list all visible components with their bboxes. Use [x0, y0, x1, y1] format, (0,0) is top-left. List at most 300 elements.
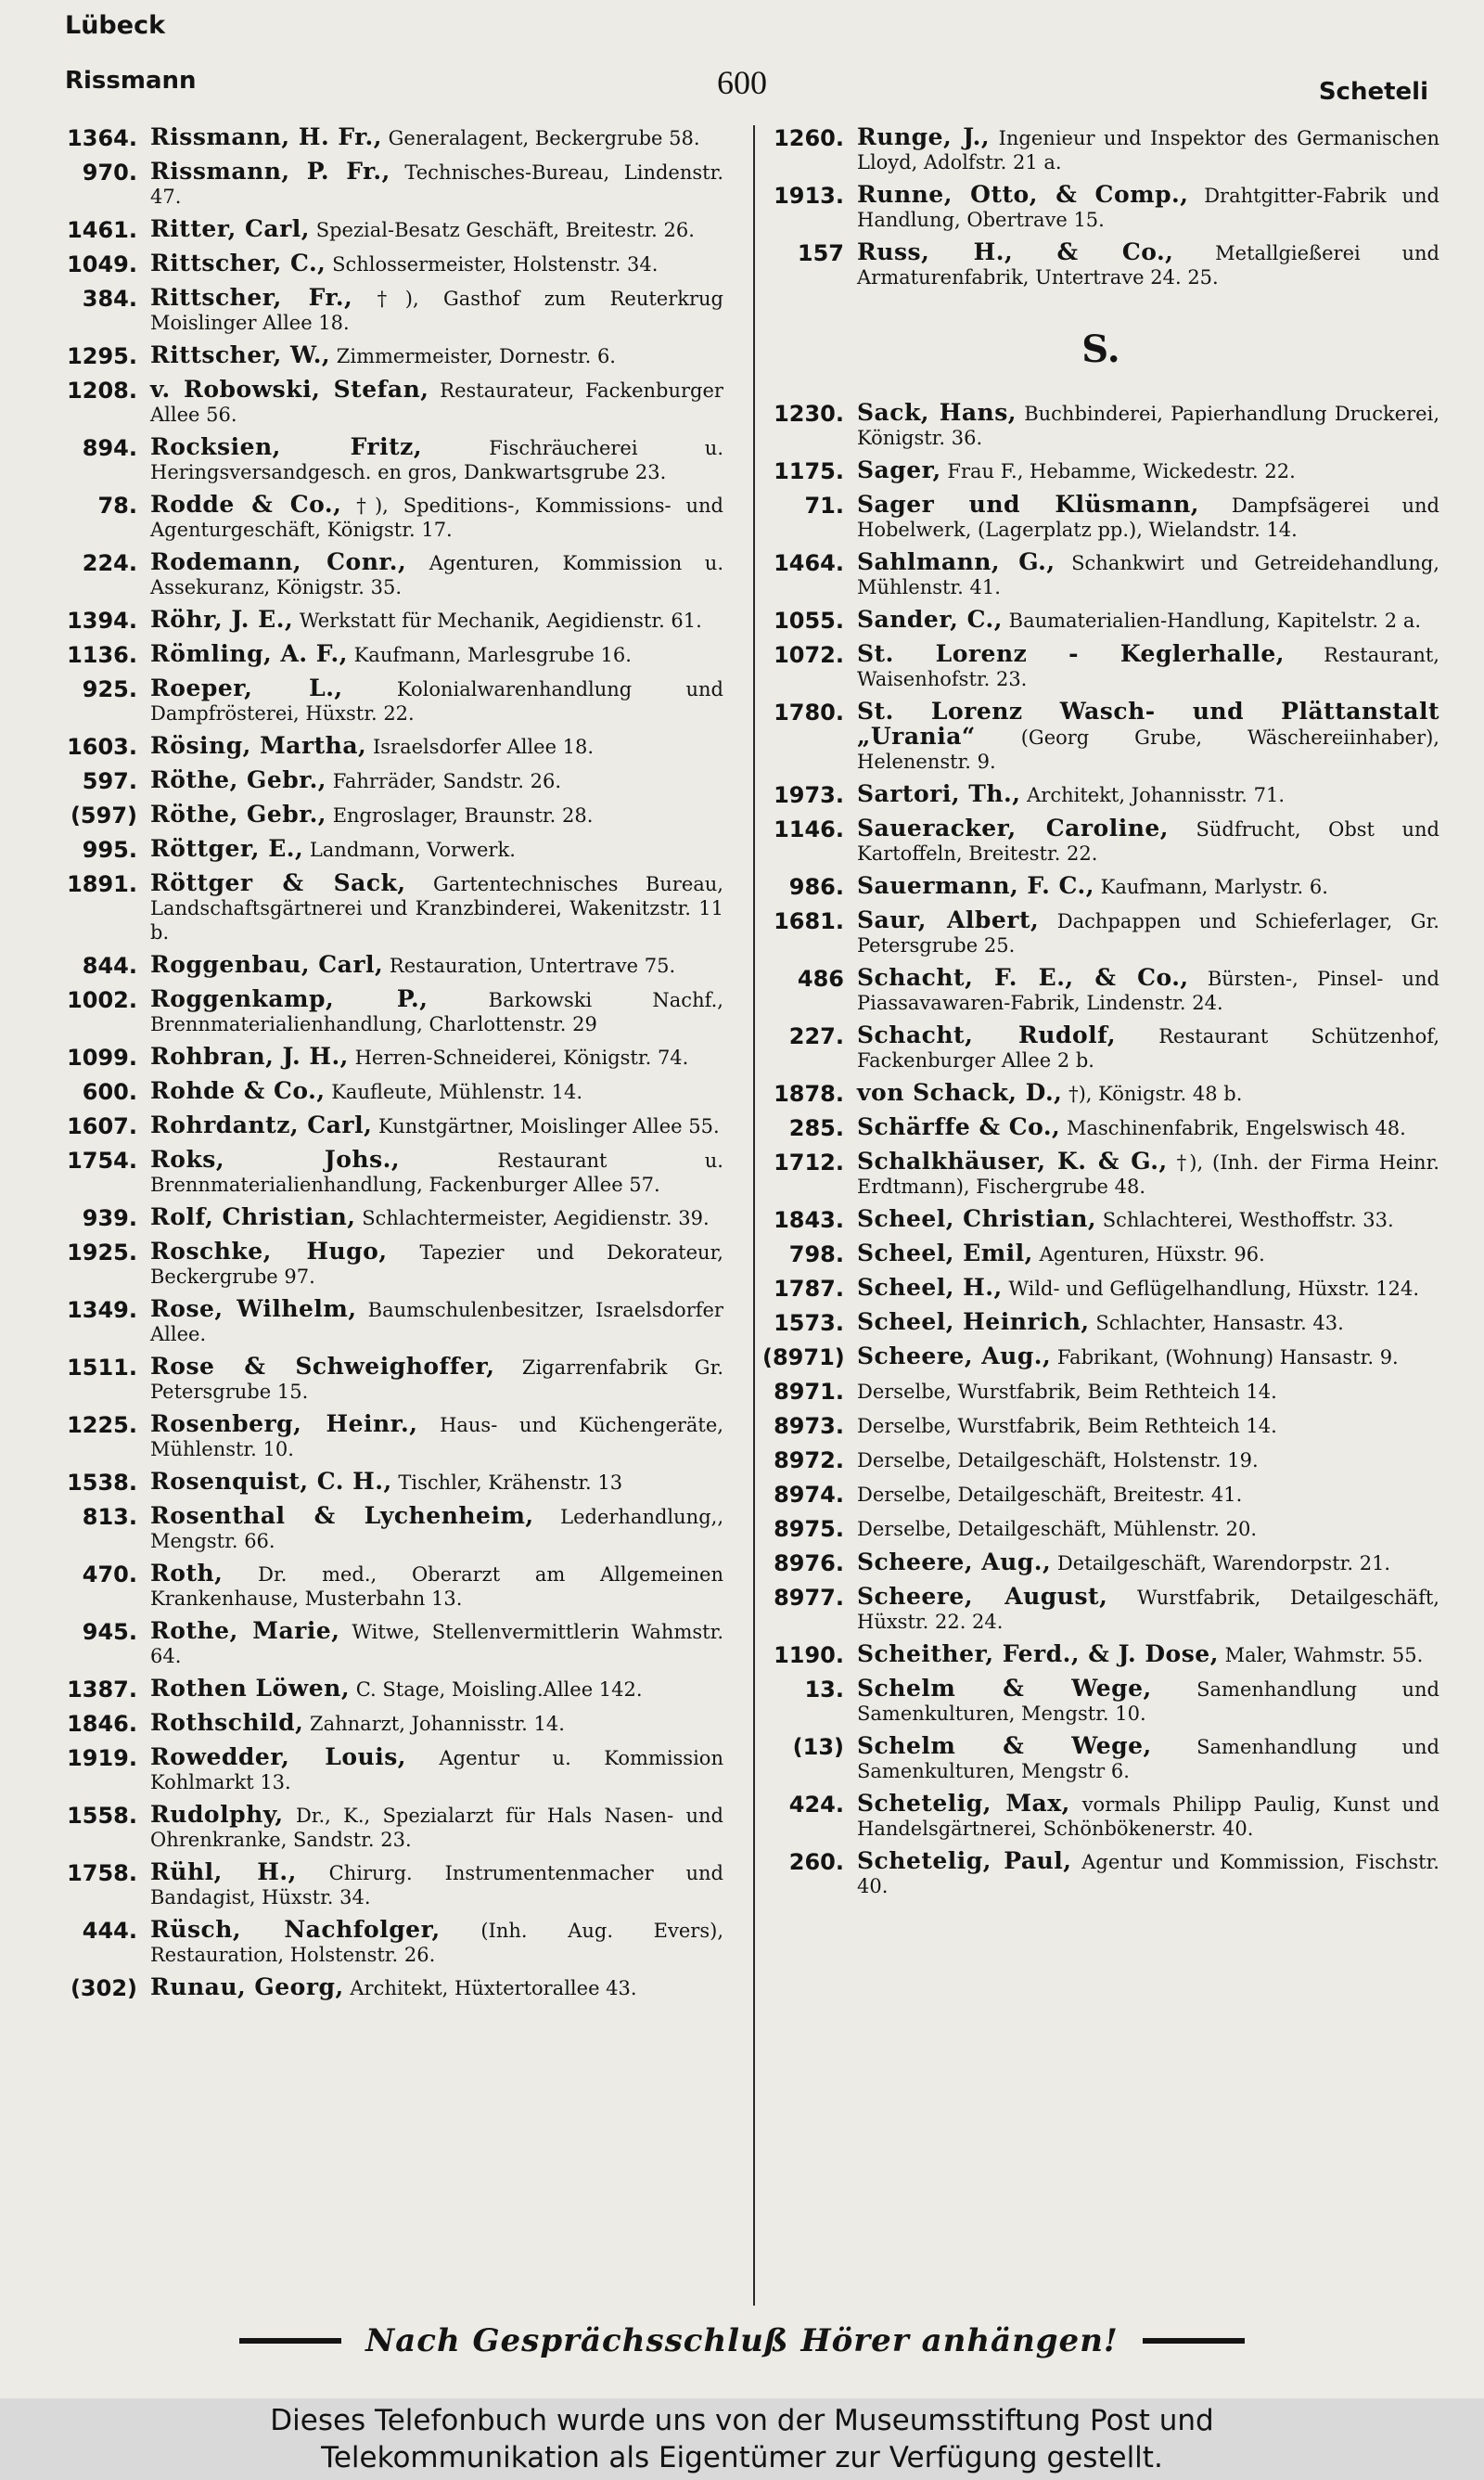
entry-number: 1511. [67, 1355, 137, 1381]
entry-name: Rothen Löwen, [150, 1675, 351, 1702]
directory-entry [56, 1412, 723, 1461]
entry-details: Derselbe, Wurstfabrik, Beim Rethteich 14. [857, 1415, 1277, 1437]
entry-details: Fabrikant, (Wohnung) Hansastr. 9. [1056, 1346, 1399, 1368]
entry-name: Roeper, L., [150, 675, 343, 701]
entry-name: Rittscher, C., [150, 250, 326, 276]
entry-number: 71. [804, 493, 844, 519]
entry-details: Herren-Schneiderei, Königstr. 74. [354, 1047, 689, 1069]
directory-entry [56, 286, 723, 335]
directory-entry [762, 1310, 1439, 1336]
entry-text [150, 160, 723, 209]
directory-entry [762, 1276, 1439, 1302]
entry-text [150, 1240, 723, 1289]
entry-number: 970. [82, 160, 137, 186]
entry-number: 1925. [67, 1240, 137, 1266]
entry-name: St. Lorenz - Keglerhalle, [857, 640, 1285, 667]
entry-text [150, 1711, 723, 1736]
entry-number: 1878. [774, 1081, 844, 1107]
entry-number: 8973. [774, 1413, 844, 1439]
entry-number: 1099. [67, 1045, 137, 1071]
entry-details: Zigarrenfabrik Gr. Petersgrube 15. [150, 1356, 723, 1403]
entry-details: Samenhandlung und Samenkulturen, Mengstr. 10. [857, 1678, 1439, 1725]
entry-name: Rudolphy, [150, 1801, 284, 1828]
entry-text [857, 1482, 1439, 1507]
entry-details: Detailgeschäft, Warendorpstr. 21. [1056, 1552, 1391, 1574]
entry-number: 486 [797, 966, 844, 992]
directory-entry [56, 1470, 723, 1496]
entry-name: Sack, Hans, [857, 399, 1017, 426]
entry-text [150, 286, 723, 335]
entry-number: 1846. [67, 1711, 137, 1737]
entry-details: Wild- und Geflügelhandlung, Hüxstr. 124. [1008, 1278, 1420, 1300]
entry-name: Saueracker, Caroline, [857, 815, 1169, 842]
entry-name: Rolf, Christian, [150, 1203, 356, 1230]
entry-details: Ingenieur und Inspektor des Germanischen Lloyd, Adolfstr. 21 a. [857, 127, 1440, 173]
entry-text [150, 493, 723, 542]
entry-number: 13. [804, 1677, 844, 1703]
entry-name: Scheere, August, [857, 1583, 1108, 1610]
entry-text [150, 837, 723, 862]
directory-entry [762, 1023, 1439, 1073]
directory-entry [762, 493, 1439, 542]
entry-name: Rosenquist, C. H., [150, 1468, 392, 1495]
entry-name: Roggenkamp, P., [150, 985, 429, 1012]
entry-text [150, 125, 723, 150]
entry-name: Runau, Georg, [150, 1973, 344, 2000]
entry-text [150, 435, 723, 484]
entry-text [150, 1297, 723, 1346]
entry-name: Schacht, F. E., & Co., [857, 964, 1189, 991]
entry-number: 260. [788, 1849, 844, 1875]
entry-details: Architekt, Hüxtertorallee 43. [350, 1977, 637, 1999]
entry-text [150, 676, 723, 726]
entry-name: Rissmann, P. Fr., [150, 158, 390, 185]
entry-text [150, 251, 723, 276]
entry-number: 285. [788, 1115, 844, 1141]
entry-name: Roth, [150, 1560, 224, 1587]
directory-entry [762, 608, 1439, 634]
entry-text [857, 966, 1439, 1015]
entry-number: 224. [82, 550, 137, 576]
entry-name: Scheere, Aug., [857, 1343, 1052, 1369]
entry-number: 8972. [774, 1447, 844, 1473]
entry-number: 986. [788, 874, 844, 900]
entry-details: Restaurant, Waisenhofstr. 23. [857, 644, 1439, 690]
directory-entry [762, 908, 1439, 957]
left-column [56, 125, 723, 2010]
entry-details: Engroslager, Braunstr. 28. [332, 804, 594, 827]
entry-details: Restaurant Schützenhof, Fackenburger Allee 2 b. [857, 1025, 1439, 1072]
entry-details: Baumaterialien-Handlung, Kapitelstr. 2 a. [1008, 610, 1422, 632]
entry-number: (597) [70, 803, 137, 829]
entry-name: Rowedder, Louis, [150, 1743, 407, 1770]
entry-name: Rose & Schweighoffer, [150, 1353, 495, 1380]
entry-text [150, 217, 723, 242]
directory-entry [762, 1344, 1439, 1370]
entry-details: Dr., K., Spezialarzt für Hals Nasen- und Ohrenkranke, Sandstr. 23. [150, 1805, 723, 1851]
entry-name: Scheel, H., [857, 1274, 1003, 1301]
entry-details: †), Königstr. 48 b. [1068, 1083, 1243, 1105]
credit-line-2: Telekommunikation als Eigentümer zur Verfügung gestellt. [321, 2441, 1163, 2474]
entry-text [150, 1975, 723, 2000]
directory-entry [56, 1860, 723, 1909]
entry-text [857, 183, 1439, 232]
entry-details: †), Gasthof zum Reuterkrug Moislinger Allee 18. [150, 288, 723, 334]
entry-name: Rothe, Marie, [150, 1617, 340, 1644]
entry-details: Derselbe, Detailgeschäft, Mühlenstr. 20. [857, 1518, 1258, 1540]
entry-text [857, 550, 1439, 599]
entry-number: 1758. [67, 1860, 137, 1886]
entry-text [857, 1677, 1439, 1726]
entry-text [857, 1379, 1439, 1404]
slogan-text: Nach Gesprächsschluß Hörer anhängen! [365, 2322, 1119, 2359]
directory-entry [56, 768, 723, 794]
entry-name: Sander, C., [857, 606, 1003, 633]
entry-details: Restauration, Untertrave 75. [389, 955, 676, 977]
entry-text [857, 700, 1439, 774]
directory-entry [762, 966, 1439, 1015]
entry-text [150, 734, 723, 759]
entry-details: Fischräucherei u. Heringsversandgesch. en gros, Dankwartsgrube 23. [150, 437, 723, 483]
entry-text [857, 1276, 1439, 1301]
credit-line-1: Dieses Telefonbuch wurde uns von der Museumsstiftung Post und [270, 2404, 1214, 2437]
entry-details: Haus- und Küchengeräte, Mühlenstr. 10. [150, 1414, 723, 1460]
entry-details: Schlossermeister, Holstenstr. 34. [332, 253, 659, 276]
entry-details: Kaufleute, Mühlenstr. 14. [331, 1081, 583, 1103]
entry-text [857, 608, 1439, 633]
entry-details: Fahrräder, Sandstr. 26. [332, 770, 562, 792]
entry-details: Dachpappen und Schieferlager, Gr. Petersgrube 25. [857, 910, 1439, 957]
entry-details: Derselbe, Wurstfabrik, Beim Rethteich 14. [857, 1381, 1277, 1403]
entry-details: (Georg Grube, Wäschereiinhaber), Helenenstr. 9. [857, 726, 1439, 773]
entry-text [857, 1115, 1439, 1140]
entry-name: Rosenberg, Heinr., [150, 1410, 418, 1437]
entry-text [857, 1792, 1439, 1841]
entry-name: Rosenthal & Lychenheim, [150, 1502, 534, 1529]
entry-details: Buchbinderei, Papierhandlung Druckerei, Königstr. 36. [857, 403, 1439, 449]
entry-text [857, 1207, 1439, 1232]
entry-number: 1136. [67, 642, 137, 668]
directory-entry [56, 871, 723, 944]
entry-number: 1603. [67, 734, 137, 760]
entry-name: Schelm & Wege, [857, 1732, 1152, 1759]
entry-number: 1787. [774, 1276, 844, 1302]
entry-details: Israelsdorfer Allee 18. [372, 736, 595, 758]
entry-details: †), Speditions-, Kommissions- und Agenturgeschäft, Königstr. 17. [150, 495, 723, 541]
directory-entry [56, 550, 723, 599]
entry-text [857, 1413, 1439, 1438]
entry-name: Scheel, Christian, [857, 1205, 1097, 1232]
entry-text [150, 1860, 723, 1909]
entry-number: 1049. [67, 251, 137, 277]
entry-name: Sartori, Th., [857, 780, 1021, 807]
entry-details: Derselbe, Detailgeschäft, Breitestr. 41. [857, 1484, 1243, 1506]
directory-entry [56, 1355, 723, 1404]
entry-text [857, 1849, 1439, 1898]
entry-number: 78. [97, 493, 137, 519]
entry-number: 1295. [67, 343, 137, 369]
entry-text [150, 642, 723, 667]
entry-number: 1208. [67, 378, 137, 404]
entry-name: v. Robowski, Stefan, [150, 376, 429, 403]
entry-name: Schacht, Rudolf, [857, 1022, 1117, 1048]
entry-name: Rohrdantz, Carl, [150, 1112, 373, 1138]
entry-text [857, 1150, 1439, 1199]
slogan-bar-left [239, 2338, 341, 2344]
entry-text [150, 1148, 723, 1197]
entry-text [857, 240, 1439, 289]
entry-text [150, 378, 723, 427]
entry-details: Landmann, Vorwerk. [309, 839, 516, 861]
page-number: 600 [717, 64, 767, 101]
entry-details: Schlachterei, Westhoffstr. 33. [1102, 1209, 1394, 1231]
entry-name: Rothschild, [150, 1709, 304, 1736]
entry-name: Saur, Albert, [857, 906, 1040, 933]
entry-details: Samenhandlung und Samenkulturen, Mengstr 6. [857, 1736, 1439, 1782]
entry-text [150, 1561, 723, 1611]
directory-entry [56, 642, 723, 668]
directory-entry [762, 1482, 1439, 1508]
entry-name: Ritter, Carl, [150, 215, 311, 242]
entry-name: Schärffe & Co., [857, 1113, 1061, 1140]
entry-name: Sauermann, F. C., [857, 872, 1094, 899]
entry-name: Runge, J., [857, 123, 991, 150]
entry-text [150, 1918, 723, 1967]
directory-entry [56, 1561, 723, 1611]
entry-text [150, 1745, 723, 1794]
entry-number: 1573. [774, 1310, 844, 1336]
entry-number: 1072. [774, 642, 844, 668]
entry-number: 227. [788, 1023, 844, 1049]
entry-number: 1712. [774, 1150, 844, 1176]
entry-text [150, 1619, 723, 1668]
directory-entry [762, 1849, 1439, 1898]
directory-entry [56, 1297, 723, 1346]
directory-entry [56, 251, 723, 277]
entry-number: 1754. [67, 1148, 137, 1174]
entry-number: 1394. [67, 608, 137, 634]
directory-entry [56, 1240, 723, 1289]
entry-text [150, 1079, 723, 1104]
directory-entry [56, 1711, 723, 1737]
entry-number: 925. [82, 676, 137, 702]
entry-details: Tapezier und Dekorateur, Beckergrube 97. [150, 1241, 723, 1288]
directory-entry [56, 343, 723, 369]
entry-name: St. Lorenz Wasch- und Plättanstalt „Urania“ [857, 698, 1439, 750]
directory-entry [56, 987, 723, 1036]
entry-text [150, 1470, 723, 1495]
entry-text [857, 642, 1439, 691]
entry-text [150, 1412, 723, 1461]
header-right-keyword: Scheteli [1318, 78, 1428, 106]
entry-name: Scheither, Ferd., & J. Dose, [857, 1640, 1219, 1667]
entry-text [150, 1355, 723, 1404]
entry-details: Werkstatt für Mechanik, Aegidienstr. 61. [299, 610, 702, 632]
entry-details: Südfrucht, Obst und Kartoffeln, Breitestr. 22. [857, 818, 1439, 865]
entry-text [857, 908, 1439, 957]
entry-number: 8975. [774, 1516, 844, 1542]
directory-entry [56, 1504, 723, 1553]
entry-number: 8971. [774, 1379, 844, 1405]
entry-number: 1230. [774, 401, 844, 427]
entry-details: Kaufmann, Marlesgrube 16. [353, 644, 632, 666]
directory-entry [56, 953, 723, 979]
entry-text [857, 1447, 1439, 1472]
entry-name: Roschke, Hugo, [150, 1238, 388, 1265]
entry-number: 600. [82, 1079, 137, 1105]
directory-entry [762, 458, 1439, 484]
entry-number: 1349. [67, 1297, 137, 1323]
entry-details: Zahnarzt, Johannisstr. 14. [310, 1713, 565, 1735]
entry-name: Röthe, Gebr., [150, 766, 327, 793]
entry-name: Sager, [857, 456, 941, 483]
entry-number: 1681. [774, 908, 844, 934]
directory-entry [762, 1516, 1439, 1542]
directory-entry [56, 676, 723, 726]
entry-name: Schetelig, Paul, [857, 1847, 1072, 1874]
entry-name: Roks, Johs., [150, 1146, 401, 1173]
entry-details: Schlachter, Hansastr. 43. [1095, 1312, 1344, 1334]
entry-number: 1364. [67, 125, 137, 151]
entry-number: (13) [792, 1734, 844, 1760]
directory-entry [56, 1045, 723, 1071]
directory-entry [762, 816, 1439, 866]
entry-name: Rocksien, Fritz, [150, 433, 423, 460]
entry-text [857, 1310, 1439, 1335]
entry-details: Gartentechnisches Bureau, Landschaftsgärtnerei und Kranzbinderei, Wakenitzstr. 11 b. [150, 873, 723, 944]
entry-number: 1002. [67, 987, 137, 1013]
directory-entry [762, 1550, 1439, 1576]
directory-entry [762, 1379, 1439, 1405]
entry-number: 1843. [774, 1207, 844, 1233]
entry-name: Scheel, Heinrich, [857, 1308, 1090, 1335]
entry-name: Scheere, Aug., [857, 1548, 1052, 1575]
directory-entry [56, 1079, 723, 1105]
entry-name: Rösing, Martha, [150, 732, 367, 759]
right-column [762, 125, 1439, 1907]
directory-entry [762, 782, 1439, 808]
entry-details: C. Stage, Moisling.Allee 142. [355, 1678, 643, 1701]
entry-name: Roggenbau, Carl, [150, 951, 384, 978]
directory-entry [762, 1677, 1439, 1726]
entry-number: 1891. [67, 871, 137, 897]
directory-entry [56, 837, 723, 863]
slogan-banner [0, 2318, 1484, 2364]
entry-text [150, 550, 723, 599]
directory-entry [762, 700, 1439, 774]
entry-number: 813. [82, 1504, 137, 1530]
entry-number: 8976. [774, 1550, 844, 1576]
entry-number: 1190. [774, 1642, 844, 1668]
entry-details: Agenturen, Kommission u. Assekuranz, Königstr. 35. [150, 552, 723, 598]
entry-details: Bürsten-, Pinsel- und Piassavawaren-Fabrik, Lindenstr. 24. [857, 968, 1439, 1014]
directory-entry [762, 1115, 1439, 1141]
column-divider [753, 125, 755, 2306]
entry-details: Chirurg. Instrumentenmacher und Bandagist, Hüxstr. 34. [150, 1862, 724, 1908]
directory-entry [56, 1975, 723, 2001]
entry-number: 1055. [774, 608, 844, 634]
entry-name: Runne, Otto, & Comp., [857, 181, 1189, 208]
entry-number: 1558. [67, 1803, 137, 1829]
directory-entry [762, 1447, 1439, 1473]
entry-number: 939. [82, 1205, 137, 1231]
entry-details: Agentur u. Kommission Kohlmarkt 13. [150, 1747, 723, 1793]
entry-number: 1175. [774, 458, 844, 484]
entry-text [150, 953, 723, 978]
entry-number: 8977. [774, 1585, 844, 1611]
entry-text [857, 1734, 1439, 1783]
entry-number: (8971) [762, 1344, 845, 1370]
entry-text [857, 1516, 1439, 1541]
entry-details: Maschinenfabrik, Engelswisch 48. [1066, 1117, 1406, 1139]
entry-details: Barkowski Nachf., Brennmaterialienhandlung, Charlottenstr. 29 [150, 989, 723, 1035]
directory-entry [56, 734, 723, 760]
entry-number: 1538. [67, 1470, 137, 1496]
entry-name: Römling, A. F., [150, 640, 348, 667]
directory-entry [762, 401, 1439, 450]
entry-details: Frau F., Hebamme, Wickedestr. 22. [947, 460, 1296, 482]
directory-entry [56, 803, 723, 829]
directory-entry [762, 1081, 1439, 1107]
entry-name: Sager und Klüsmann, [857, 491, 1200, 518]
right-column-top [762, 125, 1439, 289]
entry-details: Kolonialwarenhandlung und Dampfrösterei, Hüxstr. 22. [150, 678, 723, 725]
entry-details: Technisches-Bureau, Lindenstr. 47. [150, 161, 723, 208]
entry-name: Rittscher, W., [150, 341, 331, 368]
directory-entry [762, 1207, 1439, 1233]
entry-name: Rüsch, Nachfolger, [150, 1916, 441, 1943]
entry-number: 1225. [67, 1412, 137, 1438]
entry-name: Rühl, H., [150, 1858, 297, 1885]
right-column-bottom [762, 401, 1439, 1898]
entry-name: Röthe, Gebr., [150, 801, 327, 828]
directory-entry [762, 1792, 1439, 1841]
entry-text [857, 458, 1439, 483]
entry-name: Rohbran, J. H., [150, 1043, 349, 1070]
entry-number: 8974. [774, 1482, 844, 1508]
entry-number: 470. [82, 1561, 137, 1587]
entry-text [150, 1205, 723, 1230]
entry-details: Kaufmann, Marlystr. 6. [1100, 876, 1328, 898]
entry-name: Rissmann, H. Fr., [150, 123, 382, 150]
entry-details: Wurstfabrik, Detailgeschäft, Hüxstr. 22. 24. [857, 1587, 1439, 1633]
entry-text [150, 1045, 723, 1070]
entry-details: Metallgießerei und Armaturenfabrik, Untertrave 24. 25. [857, 242, 1439, 289]
entry-name: Rodde & Co., [150, 491, 342, 518]
entry-details: Spezial-Besatz Geschäft, Breitestr. 26. [315, 219, 695, 241]
entry-number: 157 [797, 240, 844, 266]
entry-text [857, 401, 1439, 450]
entry-number: 1260. [774, 125, 844, 151]
entry-text [857, 1550, 1439, 1575]
entry-name: Rodemann, Conr., [150, 548, 407, 575]
entry-details: Restaurateur, Fackenburger Allee 56. [150, 379, 723, 426]
entry-number: 1973. [774, 782, 844, 808]
directory-entry [56, 1205, 723, 1231]
entry-details: Agenturen, Hüxstr. 96. [1039, 1243, 1265, 1266]
entry-name: Röttger & Sack, [150, 869, 406, 896]
header-left-keyword: Rissmann [65, 67, 197, 95]
directory-entry [56, 1745, 723, 1794]
entry-number: 1919. [67, 1745, 137, 1771]
entry-text [857, 1585, 1439, 1634]
entry-number: 894. [82, 435, 137, 461]
directory-entry [762, 642, 1439, 691]
directory-entry [56, 1918, 723, 1967]
entry-number: 424. [788, 1792, 844, 1818]
entry-name: von Schack, D., [857, 1079, 1063, 1106]
entry-number: 995. [82, 837, 137, 863]
